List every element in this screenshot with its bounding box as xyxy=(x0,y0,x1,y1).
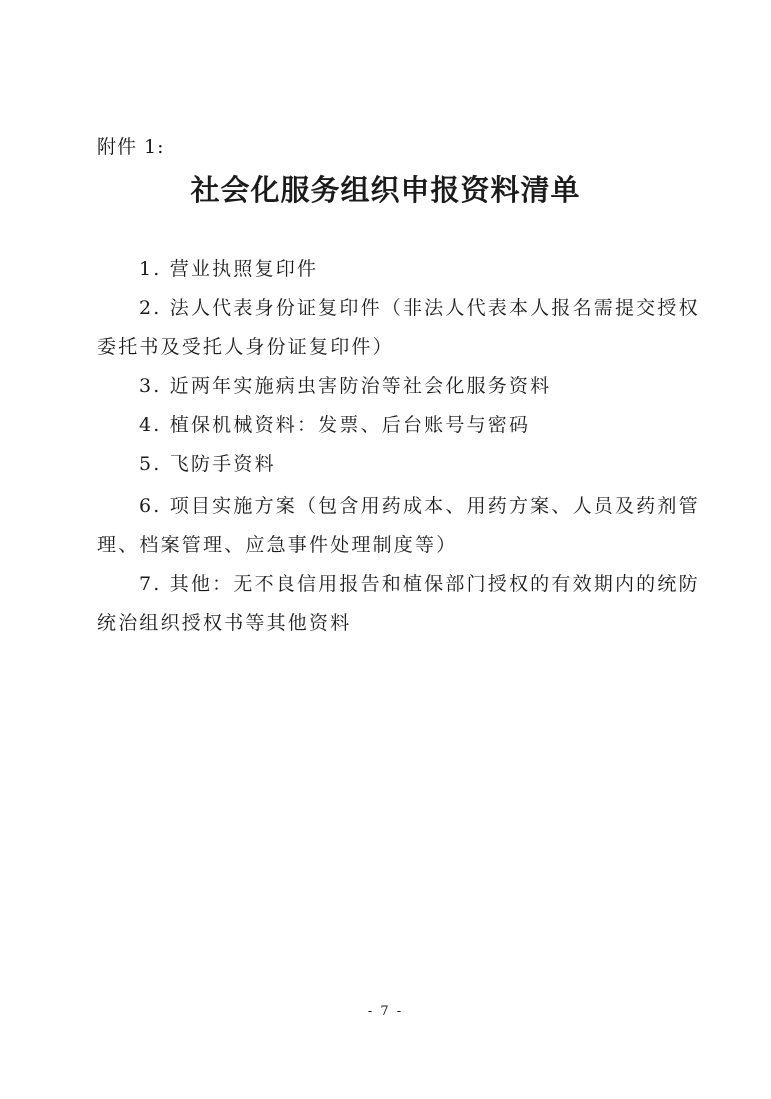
list-item-text: 1. 营业执照复印件 xyxy=(139,258,319,280)
list-item-3 xyxy=(97,367,697,406)
list-item-text: 3. 近两年实施病虫害防治等社会化服务资料 xyxy=(139,375,552,397)
list-item-text: 2. 法人代表身份证复印件（非法人代表本人报名需提交授权 xyxy=(139,297,700,319)
list-item-1 xyxy=(97,250,697,289)
list-item-4 xyxy=(97,406,697,445)
list-item-text: 4. 植保机械资料：发票、后台账号与密码 xyxy=(139,414,531,436)
page-number: - 7 - xyxy=(367,1004,404,1019)
list-item-continuation: 理、档案管理、应急事件处理制度等） xyxy=(97,534,458,556)
list-item-7 xyxy=(97,565,700,643)
list-item-continuation: 委托书及受托人身份证复印件） xyxy=(97,336,394,358)
list-item-5 xyxy=(97,445,697,484)
list-item-text: 7. 其他：无不良信用报告和植保部门授权的有效期内的统防 xyxy=(139,573,700,595)
document-title: 社会化服务组织申报资料清单 xyxy=(190,173,581,207)
list-item-2 xyxy=(97,289,700,367)
list-item-6 xyxy=(97,487,700,565)
list-item-continuation: 统治组织授权书等其他资料 xyxy=(97,612,352,634)
list-item-text: 6. 项目实施方案（包含用药成本、用药方案、人员及药剂管 xyxy=(139,495,700,517)
attachment-label: 附件 1: xyxy=(97,136,165,158)
list-item-text: 5. 飞防手资料 xyxy=(139,453,276,475)
